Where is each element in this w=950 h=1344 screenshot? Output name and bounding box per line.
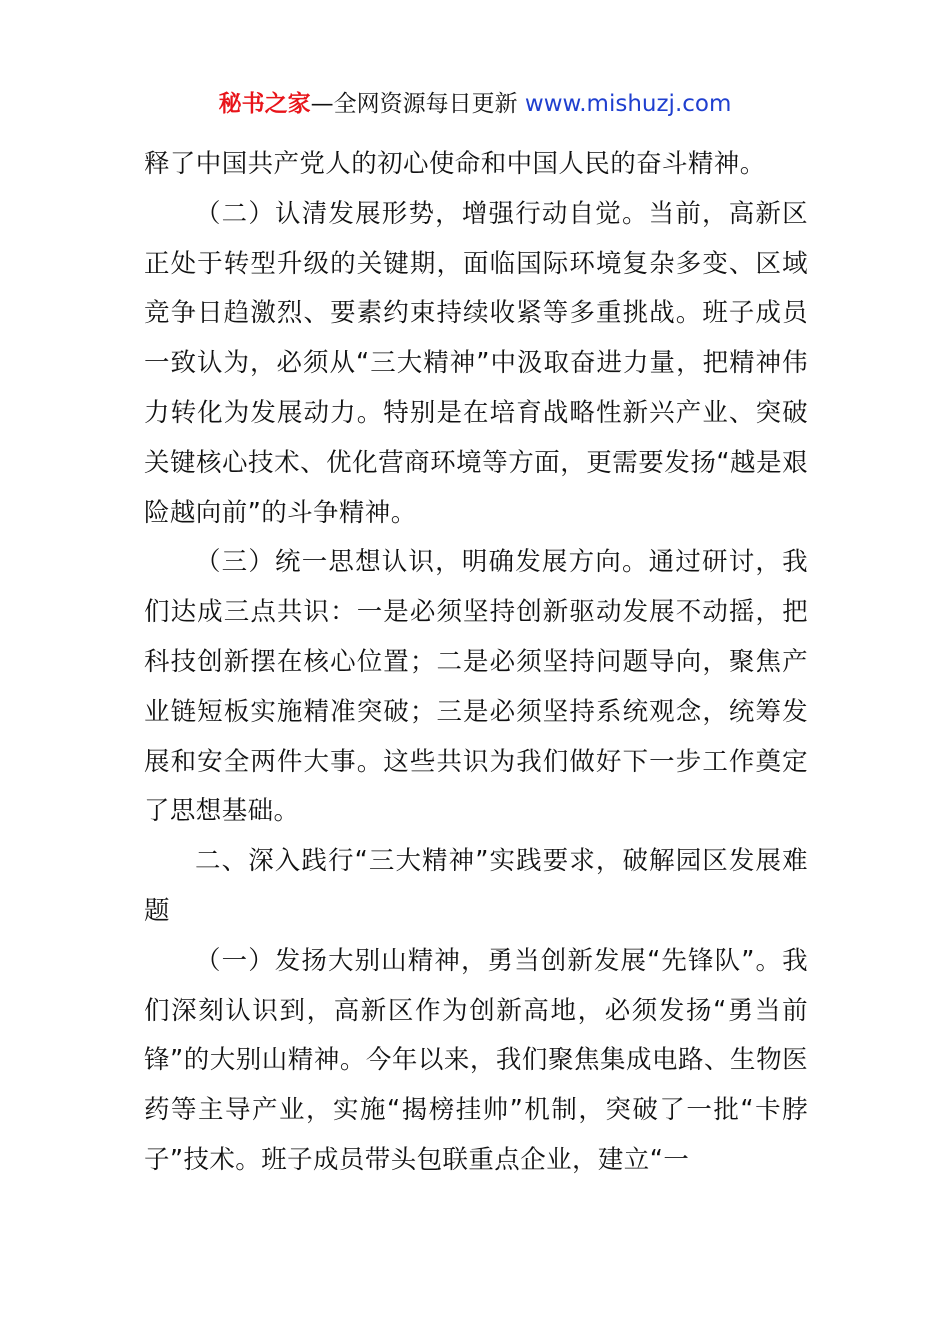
page-header (0, 87, 950, 121)
paragraph-section-2-1: （一）发扬大别山精神，勇当创新发展“先锋队”。我们深刻认识到，高新区作为创新高地，必须发扬“勇当前锋”的大别山精神。今年以来，我们聚焦集成电路、生物医药等主导产业，实施“揭榜挂帅”机制，突破了一批“卡脖子”技术。班子成员带头包联重点企业，建立“一 (144, 945, 808, 1175)
brand-name: 秘书之家 (218, 91, 311, 117)
paragraph-continuation: 释了中国共产党人的初心使命和中国人民的奋斗精神。 (144, 149, 766, 179)
paragraph-section-1-3: （三）统一思想认识，明确发展方向。通过研讨，我们达成三点共识：一是必须坚持创新驱动发展不动摇，把科技创新摆在核心位置；二是必须坚持问题导向，聚焦产业链短板实施精准突破；三是必须坚持系统观念，统筹发展和安全两件大事。这些共识为我们做好下一步工作奠定了思想基础。 (144, 547, 808, 827)
website-link[interactable]: www.mishuzj.com (524, 91, 732, 117)
document-body (144, 140, 808, 1186)
header-tagline: —全网资源每日更新 (310, 91, 518, 117)
paragraph-section-1-2: （二）认清发展形势，增强行动自觉。当前，高新区正处于转型升级的关键期，面临国际环境复杂多变、区域竞争日趋激烈、要素约束持续收紧等多重挑战。班子成员一致认为，必须从“三大精神”中汲取奋进力量，把精神伟力转化为发展动力。特别是在培育战略性新兴产业、突破关键核心技术、优化营商环境等方面，更需要发扬“越是艰险越向前”的斗争精神。 (144, 198, 808, 528)
section-heading-2: 二、深入践行“三大精神”实践要求，破解园区发展难题 (144, 846, 808, 926)
